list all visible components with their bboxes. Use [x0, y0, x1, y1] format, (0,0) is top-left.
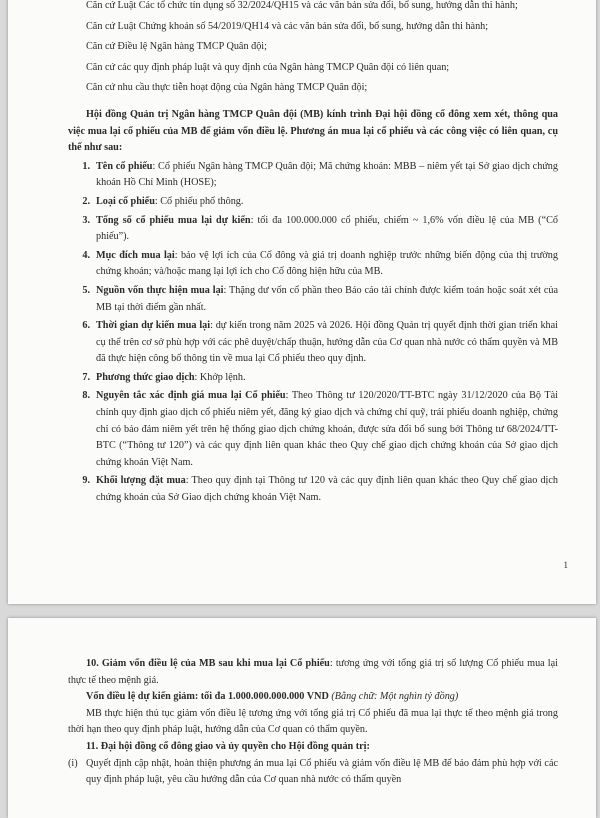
recital-charter: Căn cứ Điều lệ Ngân hàng TMCP Quân đội;: [86, 41, 267, 53]
sub-item-i: (i) Quyết định cập nhật, hoàn thiện phương án mua lại Cổ phiếu và giảm vốn điều lệ MB để bảo đảm phù hợp với các quy định pháp luật, yêu cầu hướng dẫn của Cơ quan nhà nước có thẩm quyền: [68, 757, 558, 786]
list-item-7: 7. Phương thức giao dịch: Khớp lệnh.: [82, 371, 246, 383]
recital-regulations: Căn cứ các quy định pháp luật và quy định của Ngân hàng TMCP Quân đội có liên quan;: [86, 61, 450, 73]
list-item-2: 2. Loại cổ phiếu: Cổ phiếu phổ thông.: [82, 195, 244, 207]
page-2-content: [68, 656, 558, 789]
document-page-2: [8, 618, 596, 818]
intro-paragraph: Hội đồng Quản trị Ngân hàng TMCP Quân đội (MB) kính trình Đại hội đồng cổ đông xem xét, thông qua việc mua lại cổ phiếu của MB để giảm vốn điều lệ. Phương án mua lại cổ phiếu và các công việc có liên quan, cụ thể như sau:: [68, 108, 558, 154]
list-item-11: 11. Đại hội đồng cổ đông giao và ủy quyền cho Hội đồng quản trị:: [86, 740, 370, 752]
list-item-4: 4. Mục đích mua lại: bảo vệ lợi ích của Cổ đông và giá trị doanh nghiệp trước những biến động của thị trường chứng khoán; và/hoặc mang lại lợi ích cho Cổ đông hiện hữu của MB.: [82, 249, 558, 278]
document-page-1: [8, 0, 596, 604]
capital-reduction-paragraph: MB thực hiện thủ tục giảm vốn điều lệ tương ứng với tổng giá trị Cổ phiếu đã mua lại thực tế theo mệnh giá trong thời hạn theo quy định pháp luật, hướng dẫn của Cơ quan có thẩm quyền.: [68, 707, 558, 736]
list-item-8: 8. Nguyên tắc xác định giá mua lại Cổ phiếu: Theo Thông tư 120/2020/TT-BTC ngày 31/12/2020 của Bộ Tài chính quy định giao dịch cổ phiếu niêm yết, đăng ký giao dịch và chứng chỉ quỹ, trái phiếu doanh nghiệp, chứng chỉ có bảo đảm niêm yết trên hệ thống giao dịch chứng khoán, được sửa đổi bổ sung bởi Thông tư 68/2024/TT-BTC (“Thông tư 120”) và các quy định liên quan khác theo Quy chế giao dịch chứng khoán của Sở giao dịch chứng khoán Việt Nam.: [82, 390, 558, 468]
list-item-10: 10. Giảm vốn điều lệ của MB sau khi mua lại Cổ phiếu: tương ứng với tổng giá trị số lượng Cổ phiếu mua lại thực tế theo mệnh giá.: [68, 658, 558, 686]
recital-securities-law: Căn cứ Luật Chứng khoán số 54/2019/QH14 và các văn bản sửa đổi, bổ sung, hướng dẫn thi hành;: [86, 20, 489, 32]
list-item-6: 6. Thời gian dự kiến mua lại: dự kiến trong năm 2025 và 2026. Hội đồng Quản trị quyết định thời gian triển khai cụ thể trên cơ sở phù hợp với các phê duyệt/chấp thuận, hướng dẫn của Cơ quan nhà nước có thẩm quyền và MB đã thực hiện công bố thông tin về mua lại Cổ phiếu theo quy định.: [82, 320, 558, 365]
list-item-1: 1. Tên cổ phiếu: Cổ phiếu Ngân hàng TMCP Quân đội; Mã chứng khoán: MBB – niêm yết tại Sở giao dịch chứng khoán Hồ Chí Minh (HOSE);: [82, 160, 558, 189]
list-item-5: 5. Nguồn vốn thực hiện mua lại: Thặng dư vốn cổ phần theo Báo cáo tài chính được kiểm toán hoặc soát xét của MB tại thời điểm gần nhất.: [82, 284, 558, 313]
list-item-9: 9. Khối lượng đặt mua: Theo quy định tại Thông tư 120 và các quy định liên quan khác theo Quy chế giao dịch chứng khoán của Sở Giao dịch chứng khoán Việt Nam.: [82, 475, 558, 504]
page-number: 1: [563, 560, 568, 570]
capital-reduction-line: Vốn điều lệ dự kiến giảm: tối đa 1.000.000.000.000 VND (Bằng chữ: Một nghìn tỷ đồng): [86, 691, 459, 703]
page-1-content: [68, 0, 558, 507]
recital-operational-needs: Căn cứ nhu cầu thực tiễn hoạt động của Ngân hàng TMCP Quân đội;: [86, 82, 368, 94]
list-item-3: 3. Tổng số cổ phiếu mua lại dự kiến: tối đa 100.000.000 cổ phiếu, chiếm ~ 1,6% vốn điều lệ của MB (“Cổ phiếu”).: [82, 214, 558, 243]
recital-credit-institutions-law: Căn cứ Luật Các tổ chức tín dụng số 32/2024/QH15 và các văn bản sửa đổi, bổ sung, hướng dẫn thi hành;: [86, 0, 518, 11]
